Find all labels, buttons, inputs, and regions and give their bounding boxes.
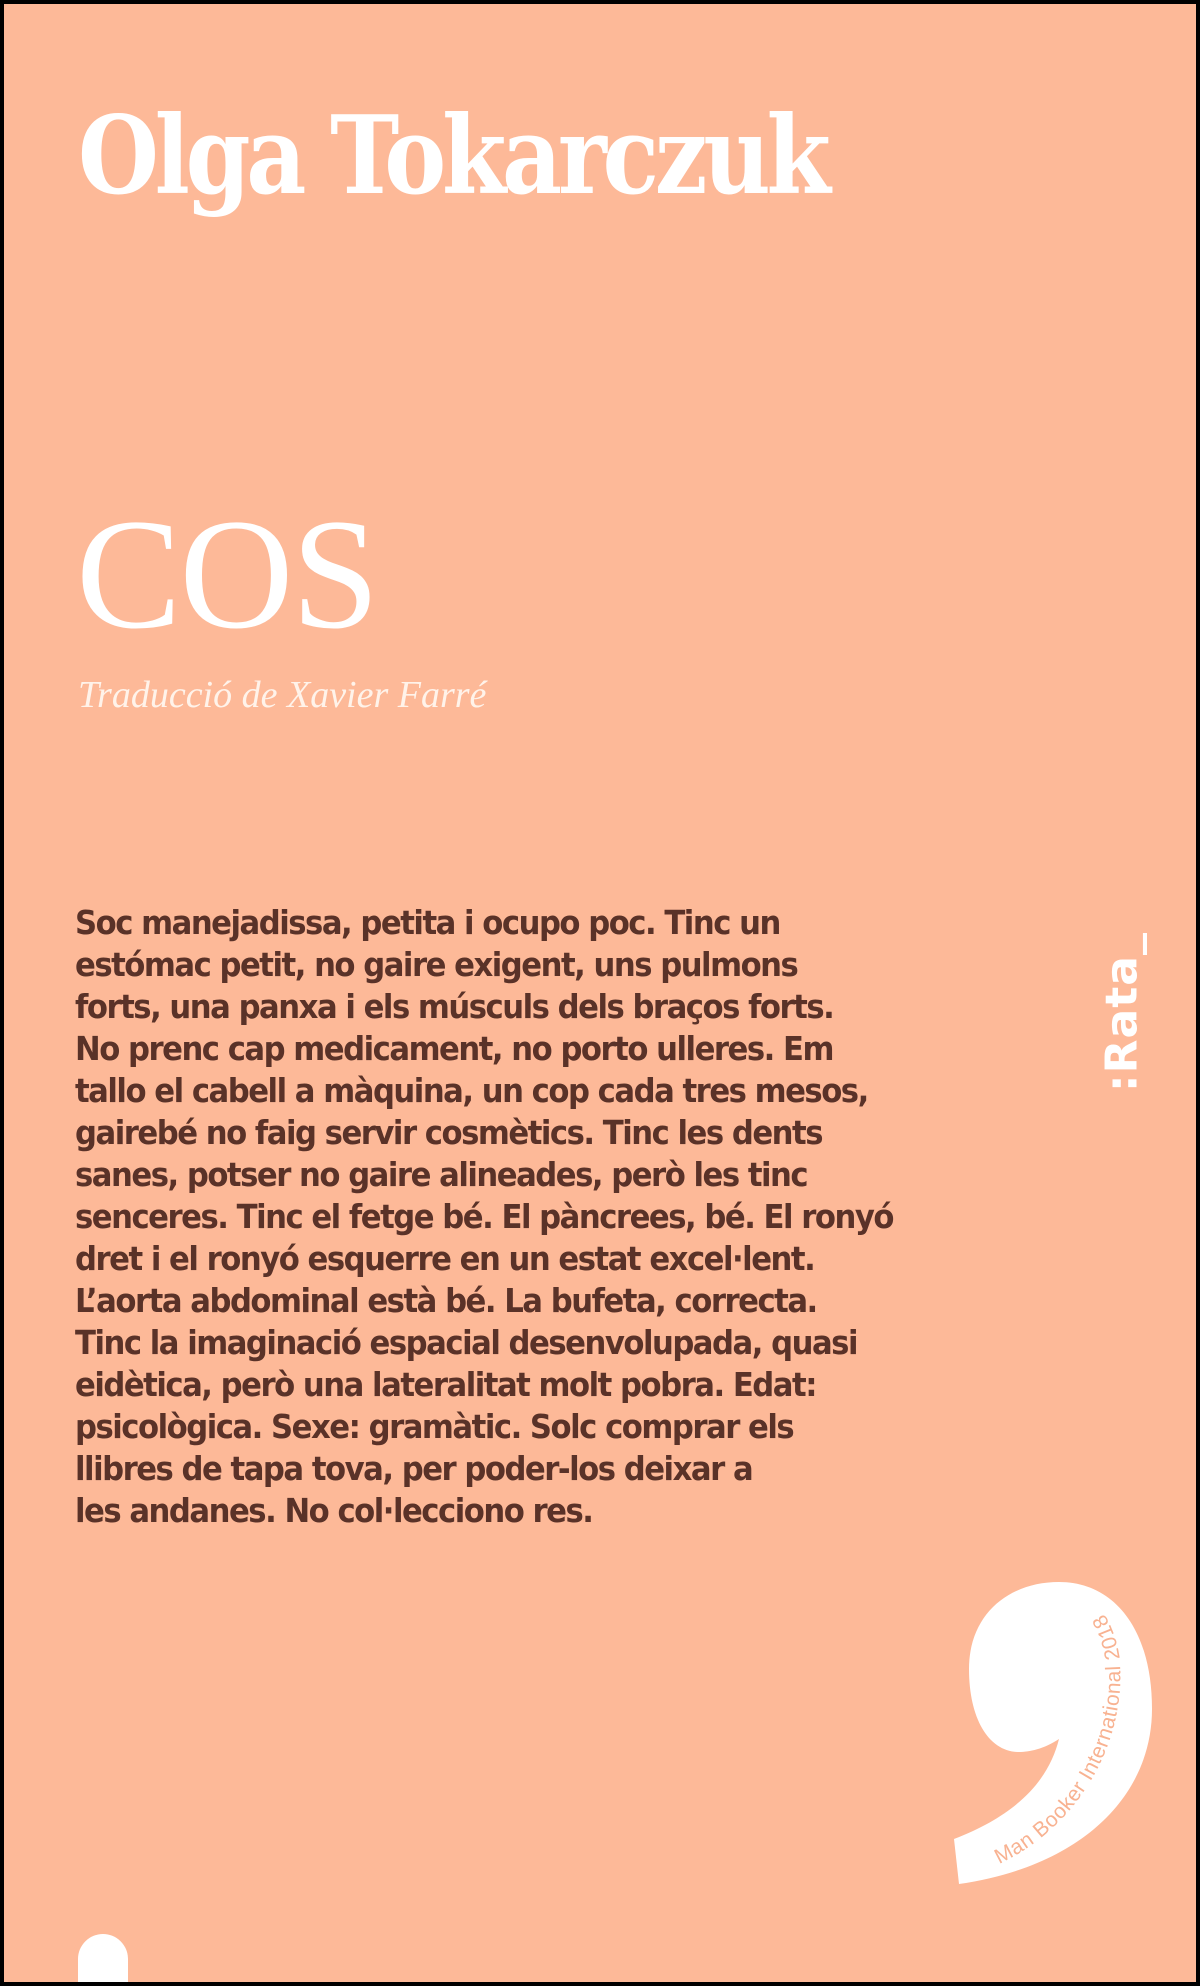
blurb-line: tallo el cabell a màquina, un cop cada tres mesos, — [75, 1071, 868, 1110]
blurb-line: sanes, potser no gaire alineades, però les tinc — [75, 1155, 808, 1194]
book-title: COS — [76, 487, 378, 662]
book-cover — [4, 4, 1196, 1982]
comma-icon — [924, 1544, 1164, 1904]
blurb-line: Tinc la imaginació espacial desenvolupada, quasi — [75, 1323, 857, 1362]
blurb-line: L’aorta abdominal està bé. La bufeta, correcta. — [75, 1281, 817, 1320]
blurb-line: dret i el ronyó esquerre en un estat excel·lent. — [75, 1239, 815, 1278]
blurb-line: les andanes. No col·lecciono res. — [75, 1491, 593, 1530]
publisher-logo: :Rata_ — [1096, 932, 1148, 1092]
blurb-line: gairebé no faig servir cosmètics. Tinc les dents — [75, 1113, 822, 1152]
blurb-line: senceres. Tinc el fetge bé. El pàncrees, bé. El ronyó — [75, 1197, 893, 1236]
back-cover-blurb — [75, 902, 1015, 1532]
blurb-line: psicològica. Sexe: gramàtic. Solc comprar els — [75, 1407, 794, 1446]
blurb-line: No prenc cap medicament, no porto ulleres. Em — [75, 1029, 833, 1068]
blurb-line: Soc manejadissa, petita i ocupo poc. Tinc un — [75, 903, 780, 942]
blurb-line: eidètica, però una lateralitat molt pobra. Edat: — [75, 1365, 816, 1404]
bookmark-tab — [78, 1934, 128, 1982]
blurb-line: llibres de tapa tova, per poder-los deixar a — [75, 1449, 753, 1488]
blurb-line: forts, una panxa i els músculs dels braços forts. — [75, 987, 834, 1026]
award-text: Man Booker International 2018 — [990, 1610, 1126, 1869]
blurb-line: estómac petit, no gaire exigent, uns pulmons — [75, 945, 798, 984]
author-name: Olga Tokarczuk — [78, 93, 827, 219]
award-badge — [924, 1544, 1164, 1904]
translator-credit: Traducció de Xavier Farré — [78, 674, 487, 716]
